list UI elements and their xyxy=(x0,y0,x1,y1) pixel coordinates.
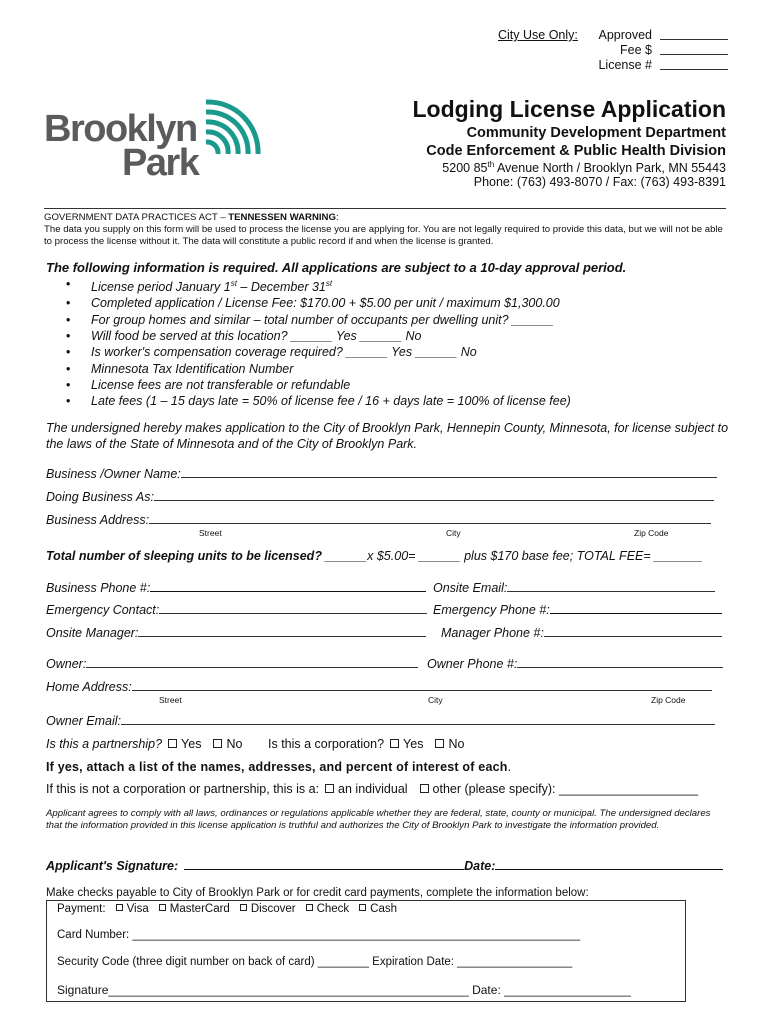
manager-phone-row xyxy=(441,626,722,640)
total-fee-text: ______x $5.00= ______ plus $170 base fee; TOTAL FEE= _______ xyxy=(321,549,703,563)
city-sublabel: City xyxy=(428,695,443,705)
partnership-yes-checkbox[interactable] xyxy=(168,739,177,748)
list-item: • Will food be served at this location? ______ Yes ______ No xyxy=(66,328,571,344)
visa-checkbox[interactable] xyxy=(116,904,123,911)
owner-label: Owner: xyxy=(46,657,87,671)
business-owner-label: Business /Owner Name: xyxy=(46,467,181,481)
onsite-email-field[interactable] xyxy=(507,581,715,592)
applicant-signature-label: Applicant's Signature: xyxy=(46,859,179,873)
page-title: Lodging License Application xyxy=(412,96,726,122)
mastercard-checkbox[interactable] xyxy=(159,904,166,911)
approved-blank[interactable] xyxy=(660,28,728,40)
discover-checkbox[interactable] xyxy=(240,904,247,911)
tennessen-warning: TENNESSEN WARNING xyxy=(228,212,336,223)
owner-email-field[interactable] xyxy=(121,714,715,725)
partnership-question: Is this a partnership? xyxy=(46,737,163,751)
license-period-end: – December 31 xyxy=(236,280,326,295)
corporation-yes-checkbox[interactable] xyxy=(390,739,399,748)
license-period-text: License period January 1 xyxy=(91,280,231,295)
corporation-row xyxy=(268,737,464,751)
doing-business-label: Doing Business As: xyxy=(46,490,154,504)
other-label: other (please specify): ____________________ xyxy=(432,782,699,796)
logo-signal-arcs-icon xyxy=(196,96,264,156)
gov-text: The data you supply on this form will be used to process the license you are applying for. You are not legally required to provide this data, but we will not be able to process the license without it. The data will constitute a public record if and when the license is granted. xyxy=(44,224,723,247)
payment-box xyxy=(46,900,686,1002)
street-sublabel: Street xyxy=(159,695,182,705)
undersigned-statement: The undersigned hereby makes application to the City of Brooklyn Park, Hennepin County, Minnesota, for license subject to the laws of the State of Minnesota and of the City of Brooklyn Park. xyxy=(46,421,729,451)
attach-period: . xyxy=(507,760,512,774)
total-fee-row xyxy=(46,549,703,563)
logo-park-text: Park xyxy=(122,142,199,184)
partnership-yes-label: Yes xyxy=(181,737,202,751)
cash-label: Cash xyxy=(370,903,398,915)
address-street: Avenue North / Brooklyn Park, MN 55443 xyxy=(494,161,726,176)
address-sup: th xyxy=(487,160,495,169)
applicant-signature-row xyxy=(46,859,723,873)
signature-date-label: Date: xyxy=(464,859,496,873)
owner-email-row xyxy=(46,714,715,728)
onsite-manager-label: Onsite Manager: xyxy=(46,626,139,640)
other-checkbox[interactable] xyxy=(420,784,429,793)
manager-phone-label: Manager Phone #: xyxy=(441,626,544,640)
emergency-contact-field[interactable] xyxy=(159,603,427,614)
requirements-list xyxy=(66,276,571,410)
owner-row xyxy=(46,657,418,671)
logo-brooklyn-text: Brooklyn xyxy=(44,108,197,150)
payment-options-row xyxy=(57,903,397,915)
cash-checkbox[interactable] xyxy=(359,904,366,911)
mastercard-label: MasterCard xyxy=(169,903,230,915)
license-row xyxy=(498,58,728,73)
discover-label: Discover xyxy=(250,903,296,915)
payment-signature-row[interactable]: Signature______________________________________________________ Date: ___________________ xyxy=(57,983,631,997)
onsite-manager-field[interactable] xyxy=(138,626,426,637)
corporation-yes-label: Yes xyxy=(403,737,424,751)
total-units-label: Total number of sleeping units to be licensed? xyxy=(46,549,322,563)
not-corporation-question: If this is not a corporation or partnership, this is a: xyxy=(46,782,320,796)
corporation-question: Is this a corporation? xyxy=(268,737,385,751)
header-divider xyxy=(44,208,726,209)
security-code-row[interactable]: Security Code (three digit number on back of card) ________ Expiration Date: __________________ xyxy=(57,956,573,968)
city-use-heading: City Use Only: xyxy=(498,28,578,42)
business-address-field[interactable] xyxy=(149,513,711,524)
emergency-contact-label: Emergency Contact: xyxy=(46,603,160,617)
individual-checkbox[interactable] xyxy=(325,784,334,793)
owner-phone-row xyxy=(427,657,723,671)
owner-phone-field[interactable] xyxy=(517,657,723,668)
onsite-email-label: Onsite Email: xyxy=(433,581,508,595)
fee-row xyxy=(498,43,728,58)
business-owner-row xyxy=(46,467,717,481)
corporation-no-checkbox[interactable] xyxy=(435,739,444,748)
list-item: • Late fees (1 – 15 days late = 50% of license fee / 16 + days late = 100% of license fee) xyxy=(66,393,571,409)
not-corporation-row xyxy=(46,782,698,796)
applicant-agreement: Applicant agrees to comply with all laws, ordinances or regulations applicable whether they are federal, state, county or municipal. The undersigned declares that the information provided in this license application is truthful and authorizes the City of Brooklyn Park to investigate the information provided. xyxy=(46,808,711,831)
doing-business-field[interactable] xyxy=(154,490,714,501)
check-checkbox[interactable] xyxy=(306,904,313,911)
owner-phone-label: Owner Phone #: xyxy=(427,657,518,671)
check-label: Check xyxy=(316,903,350,915)
home-address-label: Home Address: xyxy=(46,680,132,694)
city-use-only-box xyxy=(498,28,728,73)
partnership-row xyxy=(46,737,242,751)
list-item: • For group homes and similar – total number of occupants per dwelling unit? ______ xyxy=(66,312,571,328)
emergency-phone-label: Emergency Phone #: xyxy=(433,603,550,617)
partnership-no-label: No xyxy=(226,737,243,751)
onsite-email-row xyxy=(433,581,715,595)
gov-colon: : xyxy=(335,212,339,223)
department-name: Community Development Department xyxy=(466,125,726,141)
manager-phone-field[interactable] xyxy=(544,626,722,637)
home-address-field[interactable] xyxy=(132,680,712,691)
gov-lead: GOVERNMENT DATA PRACTICES ACT – xyxy=(44,212,229,223)
emergency-phone-row xyxy=(433,603,722,617)
city-sublabel: City xyxy=(446,528,461,538)
owner-email-label: Owner Email: xyxy=(46,714,122,728)
license-label: License # xyxy=(598,58,652,72)
list-item: • License fees are not transferable or refundable xyxy=(66,377,571,393)
signature-date-field[interactable] xyxy=(495,859,723,870)
emergency-phone-field[interactable] xyxy=(550,603,722,614)
requirements-heading: The following information is required. All applications are subject to a 10-day approval period. xyxy=(46,260,627,275)
zip-sublabel: Zip Code xyxy=(651,695,686,705)
data-practices-notice xyxy=(44,212,726,248)
license-period-sup: st xyxy=(325,279,333,288)
fee-blank[interactable] xyxy=(660,43,728,55)
partnership-no-checkbox[interactable] xyxy=(213,739,222,748)
business-phone-row xyxy=(46,581,426,595)
onsite-manager-row xyxy=(46,626,426,640)
business-address-label: Business Address: xyxy=(46,513,150,527)
list-item: • Completed application / License Fee: $170.00 + $5.00 per unit / maximum $1,300.00 xyxy=(66,295,571,311)
phone-fax-line: Phone: (763) 493-8070 / Fax: (763) 493-8391 xyxy=(473,175,726,189)
payment-label: Payment: xyxy=(57,903,106,915)
list-item: • Minnesota Tax Identification Number xyxy=(66,361,571,377)
home-address-row xyxy=(46,680,712,694)
payment-instructions: Make checks payable to City of Brooklyn Park or for credit card payments, complete the information below: xyxy=(46,887,589,899)
street-sublabel: Street xyxy=(199,528,222,538)
owner-field[interactable] xyxy=(86,657,418,668)
business-phone-label: Business Phone #: xyxy=(46,581,151,595)
card-number-row[interactable]: Card Number: ______________________________________________________________________ xyxy=(57,929,581,941)
license-blank[interactable] xyxy=(660,58,728,70)
corporation-no-label: No xyxy=(448,737,465,751)
individual-label: an individual xyxy=(338,782,408,796)
list-item xyxy=(66,276,571,295)
address-line xyxy=(442,160,726,175)
division-name: Code Enforcement & Public Health Division xyxy=(426,143,726,159)
emergency-contact-row xyxy=(46,603,427,617)
business-owner-field[interactable] xyxy=(181,467,717,478)
address-number: 5200 85 xyxy=(442,161,488,176)
attach-instructions xyxy=(46,760,511,774)
visa-label: Visa xyxy=(126,903,149,915)
fee-label: Fee $ xyxy=(620,43,652,57)
zip-sublabel: Zip Code xyxy=(634,528,669,538)
doing-business-row xyxy=(46,490,714,504)
applicant-signature-field[interactable] xyxy=(184,859,464,870)
attach-text: If yes, attach a list of the names, addresses, and percent of interest of each xyxy=(46,760,508,774)
brooklyn-park-logo xyxy=(44,96,264,188)
license-period-sup: st xyxy=(230,279,237,288)
list-item: • Is worker's compensation coverage required? ______ Yes ______ No xyxy=(66,344,571,360)
business-address-row xyxy=(46,513,711,527)
business-phone-field[interactable] xyxy=(150,581,426,592)
approved-label: Approved xyxy=(598,28,652,42)
